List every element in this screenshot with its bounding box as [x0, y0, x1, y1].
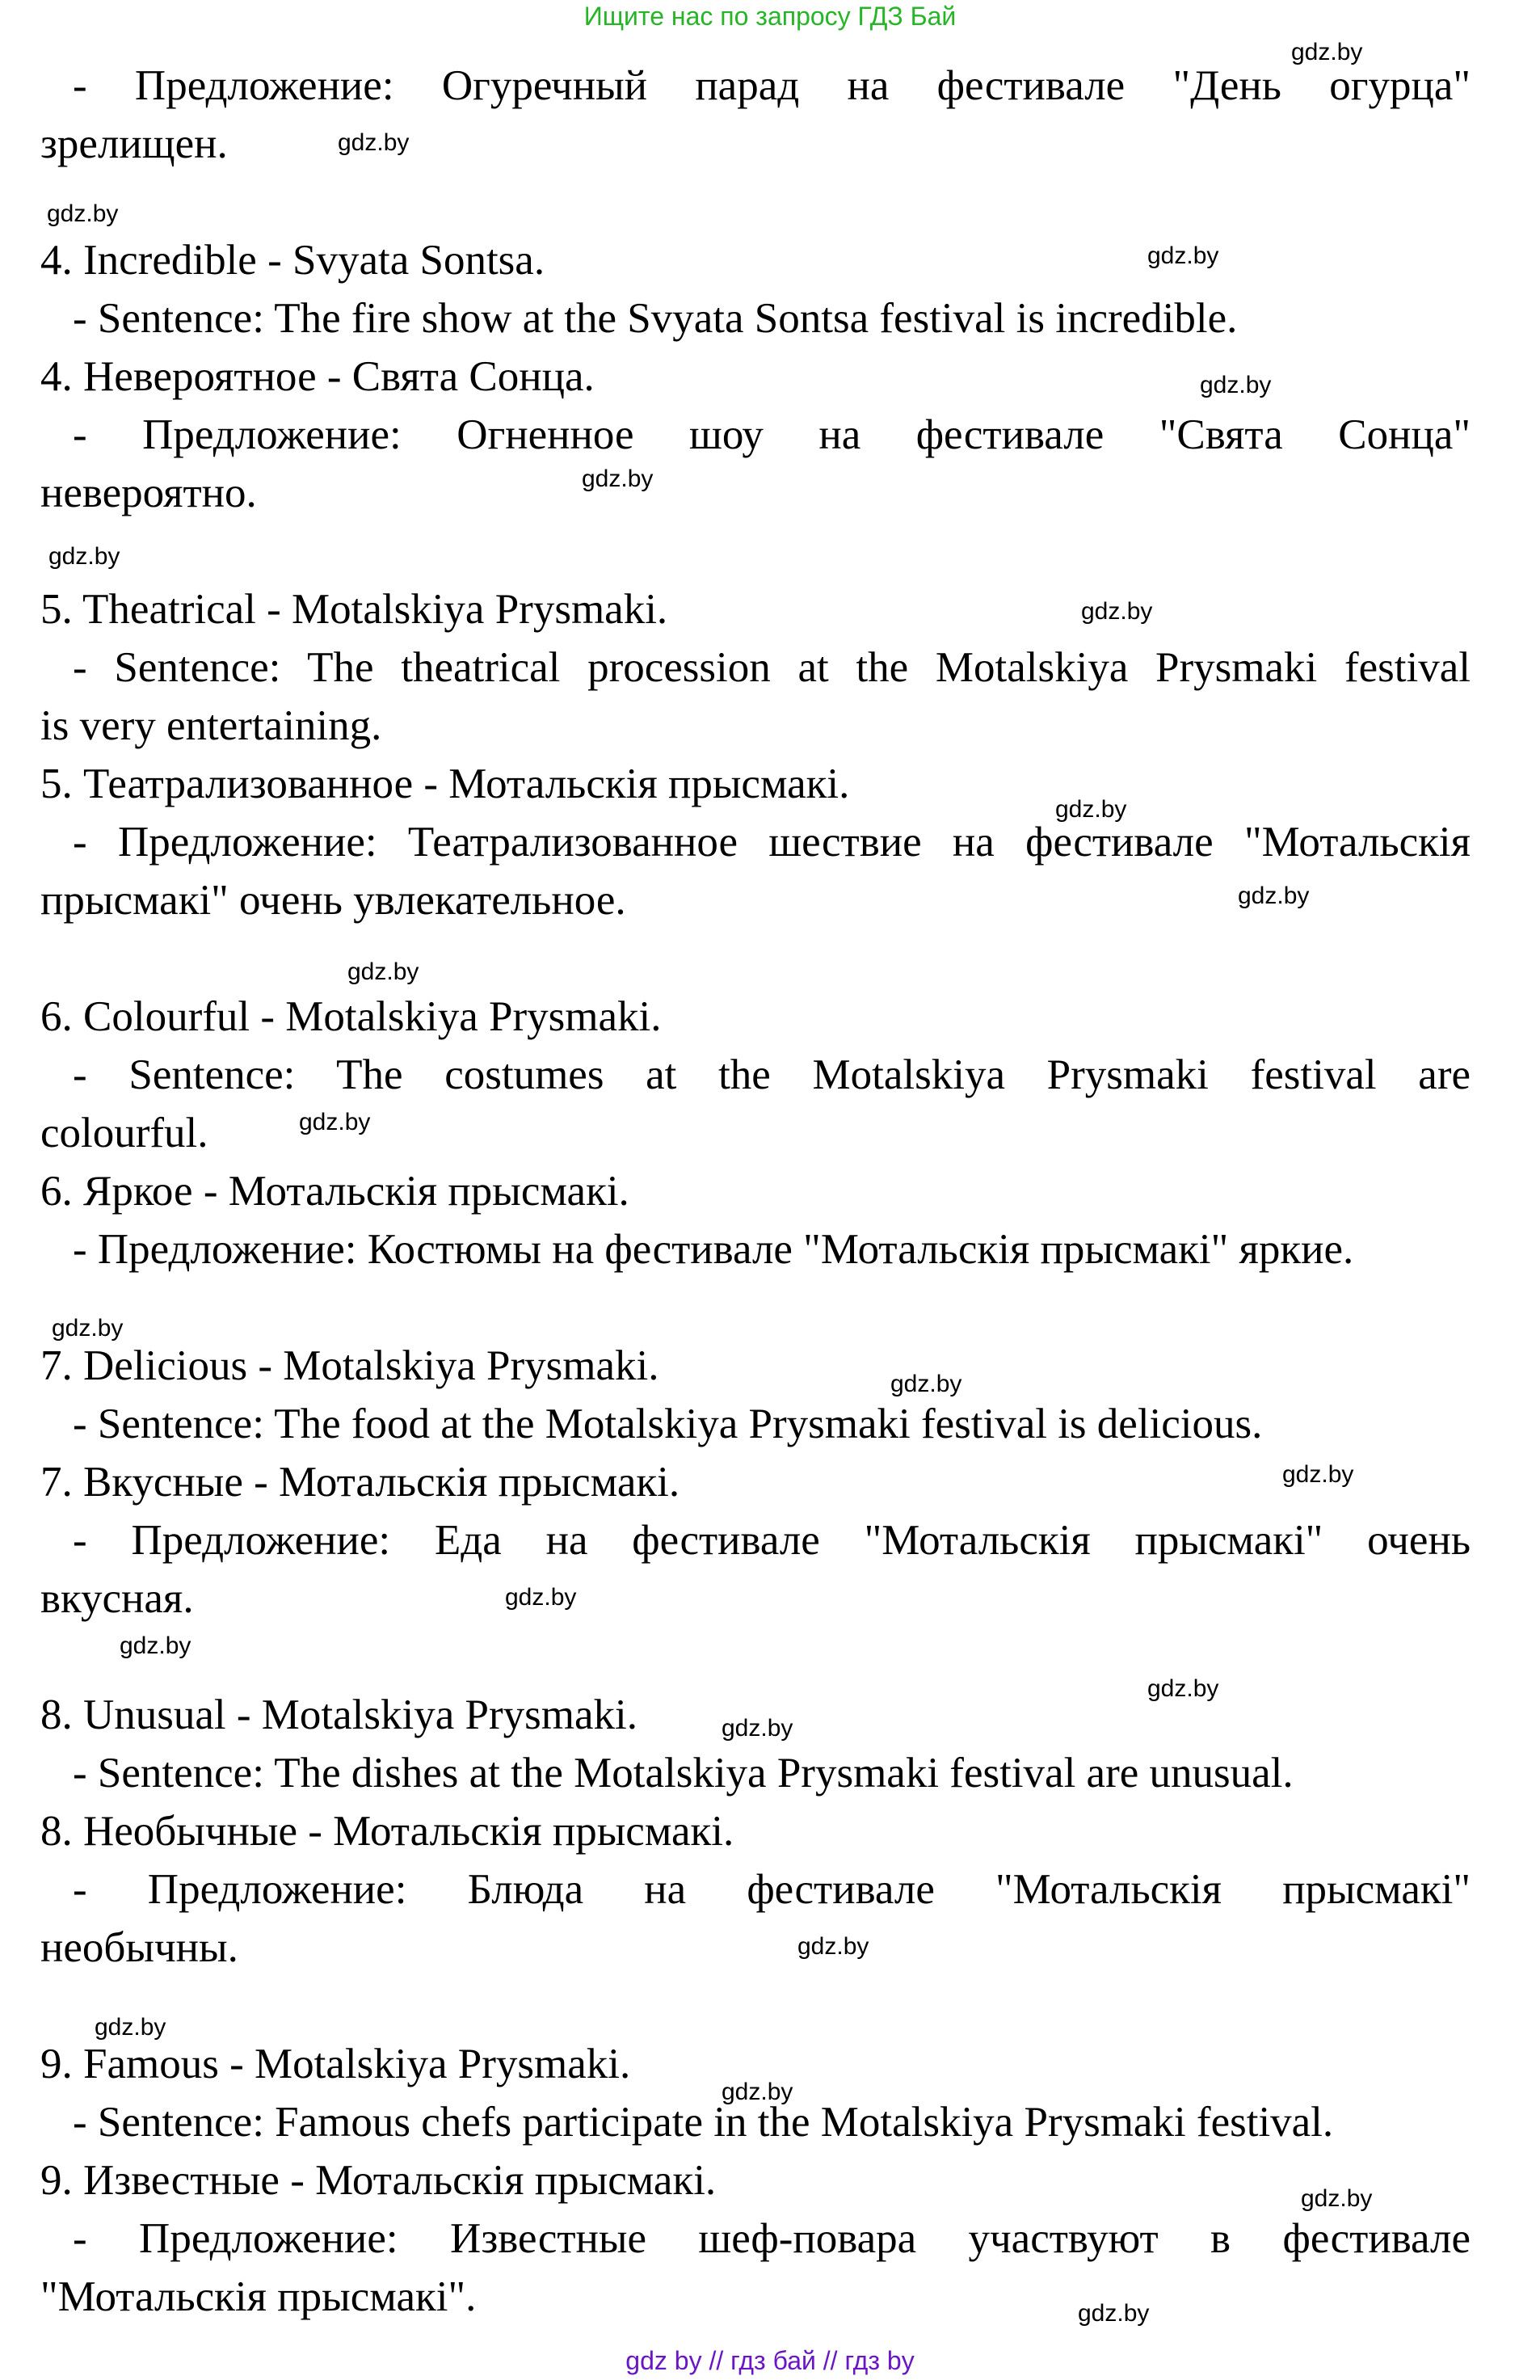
text-line: зрелищен.	[40, 120, 228, 167]
watermark-label: gdz.by	[1291, 39, 1363, 65]
footer-links: gdz by // гдз бай // гдз by	[625, 2346, 915, 2375]
text-line: - Sentence: The dishes at the Motalskiya Prysmaki festival are unusual.	[73, 1750, 1294, 1797]
text-line: вкусная.	[40, 1575, 194, 1622]
text-line: 8. Необычные - Мотальскія прысмакі.	[40, 1808, 734, 1855]
text-line: 7. Delicious - Motalskiya Prysmaki.	[40, 1342, 659, 1389]
watermark-label: gdz.by	[505, 1584, 577, 1611]
watermark-label: gdz.by	[582, 465, 654, 492]
watermark-label: gdz.by	[1238, 882, 1310, 909]
watermark-label: gdz.by	[299, 1109, 371, 1135]
text-line: 4. Incredible - Svyata Sontsa.	[40, 237, 545, 284]
watermark-label: gdz.by	[1282, 1461, 1354, 1488]
watermark-label: gdz.by	[890, 1371, 962, 1397]
text-line: "Мотальскія прысмакі".	[40, 2273, 477, 2320]
watermark-label: gdz.by	[48, 543, 120, 570]
text-line: - Sentence: Famous chefs participate in the Motalskiya Prysmaki festival.	[73, 2099, 1334, 2146]
text-line: 4. Невероятное - Свята Сонца.	[40, 353, 595, 400]
text-line: невероятно.	[40, 470, 257, 516]
text-line: 6. Colourful - Motalskiya Prysmaki.	[40, 993, 662, 1040]
watermark-label: gdz.by	[1301, 2185, 1373, 2212]
watermark-label: gdz.by	[1055, 796, 1127, 823]
text-line: - Предложение: Огуречный парад на фестивале "День огурца"	[73, 62, 1471, 109]
watermark-label: gdz.by	[47, 200, 119, 227]
watermark-label: gdz.by	[52, 1315, 124, 1342]
watermark-label: gdz.by	[120, 1632, 191, 1659]
text-line: 7. Вкусные - Мотальскія прысмакі.	[40, 1459, 680, 1506]
watermark-label: gdz.by	[1147, 242, 1219, 269]
text-line: - Sentence: The costumes at the Motalskiya Prysmaki festival are	[73, 1051, 1471, 1098]
watermark-label: gdz.by	[338, 129, 410, 156]
watermark-label: gdz.by	[347, 958, 419, 985]
text-line: - Предложение: Еда на фестивале "Мотальскія прысмакі" очень	[73, 1517, 1471, 1564]
watermark-label: gdz.by	[797, 1933, 869, 1960]
text-line: 6. Яркое - Мотальскія прысмакі.	[40, 1168, 629, 1215]
watermark-label: gdz.by	[95, 2014, 166, 2041]
text-line: - Предложение: Костюмы на фестивале "Мотальскія прысмакі" яркие.	[73, 1226, 1354, 1273]
watermark-label: gdz.by	[1147, 1675, 1219, 1702]
text-line: 5. Театрализованное - Мотальскія прысмакі.	[40, 760, 850, 807]
text-line: - Sentence: The theatrical procession at the Motalskiya Prysmaki festival	[73, 644, 1471, 691]
text-line: is very entertaining.	[40, 702, 382, 749]
watermark-label: gdz.by	[722, 1715, 793, 1742]
watermark-label: gdz.by	[722, 2079, 793, 2105]
text-line: 8. Unusual - Motalskiya Prysmaki.	[40, 1691, 637, 1738]
text-line: - Предложение: Известные шеф-повара участвуют в фестивале	[73, 2215, 1471, 2262]
text-line: - Предложение: Театрализованное шествие на фестивале "Мотальскія	[73, 819, 1471, 866]
text-line: 9. Известные - Мотальскія прысмакі.	[40, 2157, 717, 2204]
top-banner: Ищите нас по запросу ГДЗ Бай	[583, 2, 957, 31]
text-line: необычны.	[40, 1924, 238, 1971]
text-line: - Предложение: Огненное шоу на фестивале "Свята Сонца"	[73, 411, 1471, 458]
watermark-label: gdz.by	[1200, 372, 1272, 398]
watermark-label: gdz.by	[1078, 2300, 1150, 2327]
text-line: 5. Theatrical - Motalskiya Prysmaki.	[40, 586, 668, 633]
text-line: - Sentence: The fire show at the Svyata Sontsa festival is incredible.	[73, 295, 1238, 342]
text-line: 9. Famous - Motalskiya Prysmaki.	[40, 2041, 631, 2087]
text-line: прысмакі" очень увлекательное.	[40, 877, 626, 924]
text-line: - Sentence: The food at the Motalskiya Prysmaki festival is delicious.	[73, 1401, 1263, 1447]
text-line: - Предложение: Блюда на фестивале "Мотальскія прысмакі"	[73, 1866, 1471, 1913]
watermark-label: gdz.by	[1081, 598, 1153, 625]
text-line: colourful.	[40, 1110, 208, 1156]
